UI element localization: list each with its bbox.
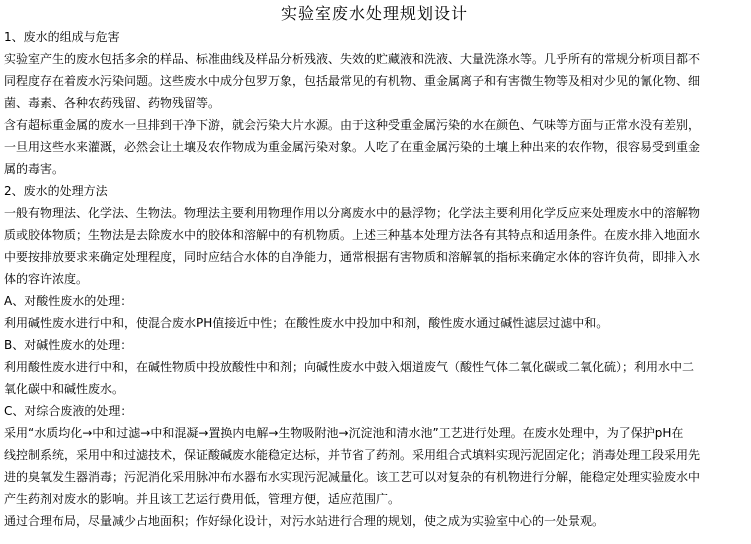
- paragraph-line: 菌、毒素、各种农药残留、药物残留等。: [4, 96, 221, 110]
- section-heading-composition: 1、废水的组成与危害: [4, 30, 120, 44]
- subheading-acidic: A、对酸性废水的处理：: [4, 294, 133, 308]
- paragraph-line: 中要按排放要求来确定处理程度，同时应结合水体的自净能力，通常根据有害物质和溶解氧的指标来确定水体的容许负荷，即排入水: [4, 250, 701, 264]
- subheading-combined: C、对综合废液的处理：: [4, 404, 133, 418]
- paragraph-line: 利用碱性废水进行中和，使混合废水PH值接近中性；在酸性废水中投加中和剂，酸性废水通过碱性滤层过滤中和。: [4, 316, 609, 330]
- paragraph-line: 实验室产生的废水包括多余的样品、标准曲线及样品分析残液、失效的贮藏液和洗液、大量洗涤水等。几乎所有的常规分析项目都不: [4, 52, 701, 66]
- paragraph-line: 含有超标重金属的废水一旦排到干净下游，就会污染大片水源。由于这种受重金属污染的水在颜色、气味等方面与正常水没有差别，: [4, 118, 701, 132]
- paragraph-line: 进的臭氧发生器消毒；污泥消化采用脉冲布水器布水实现污泥减量化。该工艺可以对复杂的有机物进行分解，能稳定处理实验废水中: [4, 470, 701, 484]
- paragraph-line: 产生药剂对废水的影响。并且该工艺运行费用低，管理方便，适应范围广。: [4, 492, 401, 506]
- paragraph-line: 线控制系统，采用中和过滤技术，保证酸碱废水能稳定达标，并节省了药剂。采用组合式填料实现污泥固定化；消毒处理工段采用先: [4, 448, 701, 462]
- paragraph-line: 同程度存在着废水污染问题。这些废水中成分包罗万象，包括最常见的有机物、重金属离子和有害微生物等及相对少见的氰化物、细: [4, 74, 701, 88]
- paragraph-line: 通过合理布局，尽量减少占地面积；作好绿化设计，对污水站进行合理的规划，使之成为实验室中心的一处景观。: [4, 514, 605, 528]
- paragraph-line: 一旦用这些水来灌溉，必然会让土壤及农作物成为重金属污染对象。人吃了在重金属污染的土壤上种出来的农作物，很容易受到重金: [4, 140, 701, 154]
- paragraph-line: 体的容许浓度。: [4, 272, 89, 286]
- document-body: [4, 26, 745, 532]
- paragraph-line: 一般有物理法、化学法、生物法。物理法主要利用物理作用以分离废水中的悬浮物；化学法主要利用化学反应来处理废水中的溶解物: [4, 206, 701, 220]
- paragraph-line: 质或胶体物质；生物法是去除废水中的胶体和溶解中的有机物质。上述三种基本处理方法各有其特点和适用条件。在废水排入地面水: [4, 228, 701, 242]
- subheading-alkaline: B、对碱性废水的处理：: [4, 338, 133, 352]
- section-heading-methods: 2、废水的处理方法: [4, 184, 108, 198]
- document-title: 实验室废水处理规划设计: [280, 4, 468, 23]
- paragraph-line: 属的毒害。: [4, 162, 65, 176]
- paragraph-line: 氧化碳中和碱性废水。: [4, 382, 125, 396]
- paragraph-line: 利用酸性废水进行中和，在碱性物质中投放酸性中和剂；向碱性废水中鼓入烟道废气（酸性气体二氧化碳或二氧化硫）；利用水中二: [4, 360, 695, 374]
- paragraph-line: 采用“水质均化→中和过滤→中和混凝→置换内电解→生物吸附池→沉淀池和清水池”工艺进行处理。在废水处理中，为了保护pH在: [4, 426, 684, 440]
